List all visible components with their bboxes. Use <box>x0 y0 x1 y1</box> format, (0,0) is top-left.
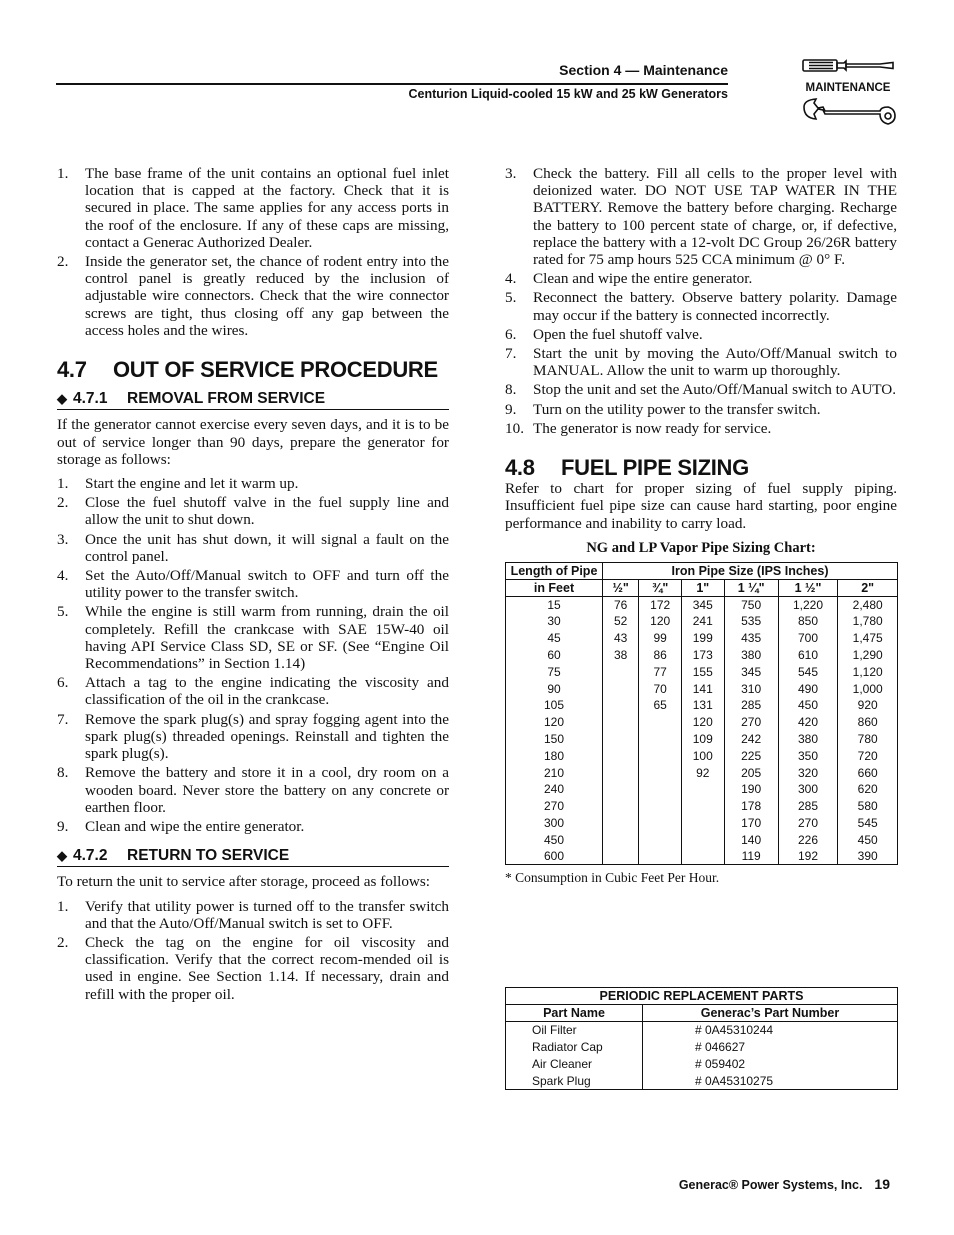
diamond-bullet-icon: ◆ <box>57 391 67 407</box>
pipe-sizing-table <box>505 562 898 865</box>
table-row <box>506 831 898 848</box>
intro-list <box>57 165 449 339</box>
capacity-cell: 2,480 <box>838 596 898 613</box>
table-row <box>506 680 898 697</box>
subsection-heading-4-7-2: ◆ 4.7.2 RETURN TO SERVICE <box>57 847 449 867</box>
capacity-cell <box>639 764 682 781</box>
capacity-cell <box>639 747 682 764</box>
removal-intro: If the generator cannot exercise every seven days, and it is to be out of service longer than 90 days, prepare the generator for storage as follows: <box>57 416 449 468</box>
capacity-cell: 52 <box>603 613 639 630</box>
maintenance-label: MAINTENANCE <box>805 82 891 94</box>
length-cell: 150 <box>506 731 603 748</box>
table-row <box>506 798 898 815</box>
table-row <box>506 848 898 865</box>
capacity-cell <box>681 831 724 848</box>
list-item: 1. Start the engine and let it warm up. <box>57 475 299 493</box>
capacity-cell: 43 <box>603 630 639 647</box>
capacity-cell: 345 <box>724 663 778 680</box>
table-row <box>506 1022 898 1039</box>
list-item: 1. The base frame of the unit contains an optional fuel inlet location that is capped at the factory. Check that it is secured in place. The same applies for any access ports in the roof of the enclosure. If any of these caps are missing, contact a Generac Authorized Dealer. <box>57 165 449 251</box>
section-heading-4-8: 4.8 FUEL PIPE SIZING <box>505 455 749 481</box>
list-item: 5. Reconnect the battery. Observe battery polarity. Damage may occur if the battery is connected incorrectly. <box>505 289 897 324</box>
capacity-cell: 380 <box>778 731 838 748</box>
capacity-cell: 545 <box>778 663 838 680</box>
capacity-cell <box>603 798 639 815</box>
company-name: Generac® Power Systems, Inc. <box>678 1178 863 1192</box>
capacity-cell <box>639 781 682 798</box>
table-row <box>506 1073 898 1090</box>
table-row <box>506 731 898 748</box>
return-list-part-2 <box>505 165 897 437</box>
capacity-cell: 580 <box>838 798 898 815</box>
size-header: ¾" <box>639 579 682 596</box>
capacity-cell: 172 <box>639 596 682 613</box>
part-name-cell: Oil Filter <box>506 1022 643 1039</box>
capacity-cell: 850 <box>778 613 838 630</box>
list-item: 2. Inside the generator set, the chance of rodent entry into the control panel is greatly reduced by the inclusion of adjustable wire connectors. Check that the wire connector screws are tight, thus closing off any gap between the access holes and the wires. <box>57 253 449 339</box>
parts-table-title: PERIODIC REPLACEMENT PARTS <box>506 988 898 1005</box>
right-column <box>505 165 897 887</box>
length-cell: 210 <box>506 764 603 781</box>
table-row <box>506 714 898 731</box>
capacity-cell: 1,290 <box>838 647 898 664</box>
capacity-cell <box>603 697 639 714</box>
section-heading-4-7: 4.7 OUT OF SERVICE PROCEDURE <box>57 357 438 383</box>
table-row <box>506 815 898 832</box>
capacity-cell: 285 <box>778 798 838 815</box>
list-item: 3. Once the unit has shut down, it will signal a fault on the control panel. <box>57 530 449 565</box>
capacity-cell <box>639 798 682 815</box>
capacity-cell: 119 <box>724 848 778 865</box>
length-cell: 15 <box>506 596 603 613</box>
capacity-cell: 1,220 <box>778 596 838 613</box>
capacity-cell: 141 <box>681 680 724 697</box>
capacity-cell: 109 <box>681 731 724 748</box>
page-number: 19 <box>874 1176 890 1192</box>
part-number-cell: # 046627 <box>643 1039 898 1056</box>
table-row <box>506 697 898 714</box>
list-item: 9. Turn on the utility power to the transfer switch. <box>505 400 821 418</box>
capacity-cell: 270 <box>778 815 838 832</box>
capacity-cell <box>603 831 639 848</box>
capacity-cell: 205 <box>724 764 778 781</box>
capacity-cell <box>681 848 724 865</box>
length-cell: 45 <box>506 630 603 647</box>
capacity-cell: 390 <box>838 848 898 865</box>
capacity-cell <box>681 815 724 832</box>
capacity-cell: 610 <box>778 647 838 664</box>
list-item: 1. Verify that utility power is turned off to the transfer switch and that the Auto/Off/Manual switch is set to OFF. <box>57 897 449 932</box>
capacity-cell: 435 <box>724 630 778 647</box>
capacity-cell <box>603 714 639 731</box>
capacity-cell: 1,475 <box>838 630 898 647</box>
capacity-cell: 199 <box>681 630 724 647</box>
capacity-cell: 450 <box>838 831 898 848</box>
capacity-cell: 77 <box>639 663 682 680</box>
capacity-cell <box>639 714 682 731</box>
capacity-cell <box>639 815 682 832</box>
capacity-cell: 226 <box>778 831 838 848</box>
table-row <box>506 747 898 764</box>
part-number-cell: # 059402 <box>643 1056 898 1073</box>
capacity-cell: 120 <box>681 714 724 731</box>
size-header: 1 ¼" <box>724 579 778 596</box>
capacity-cell <box>639 831 682 848</box>
size-header: 2" <box>838 579 898 596</box>
length-cell: 90 <box>506 680 603 697</box>
part-number-header: Generac’s Part Number <box>643 1005 898 1022</box>
length-cell: 105 <box>506 697 603 714</box>
return-list-part-1 <box>57 898 449 1003</box>
table-row <box>506 647 898 664</box>
table-row <box>506 596 898 613</box>
capacity-cell: 192 <box>778 848 838 865</box>
capacity-cell: 1,000 <box>838 680 898 697</box>
capacity-cell: 242 <box>724 731 778 748</box>
capacity-cell: 38 <box>603 647 639 664</box>
list-item: 6. Open the fuel shutoff valve. <box>505 325 703 343</box>
capacity-cell <box>681 798 724 815</box>
capacity-cell: 350 <box>778 747 838 764</box>
capacity-cell: 270 <box>724 714 778 731</box>
capacity-cell: 545 <box>838 815 898 832</box>
capacity-cell <box>603 680 639 697</box>
size-header: 1" <box>681 579 724 596</box>
capacity-cell <box>603 848 639 865</box>
capacity-cell: 76 <box>603 596 639 613</box>
length-cell: 60 <box>506 647 603 664</box>
list-item: 8. Stop the unit and set the Auto/Off/Manual switch to AUTO. <box>505 381 897 399</box>
part-name-cell: Spark Plug <box>506 1073 643 1090</box>
part-name-cell: Air Cleaner <box>506 1056 643 1073</box>
capacity-cell: 241 <box>681 613 724 630</box>
capacity-cell: 170 <box>724 815 778 832</box>
size-header: ½" <box>603 579 639 596</box>
length-cell: 450 <box>506 831 603 848</box>
capacity-cell: 65 <box>639 697 682 714</box>
capacity-cell: 720 <box>838 747 898 764</box>
capacity-cell: 535 <box>724 613 778 630</box>
wrench-icon <box>804 99 895 124</box>
capacity-cell <box>603 781 639 798</box>
capacity-cell <box>603 747 639 764</box>
document-subtitle: Centurion Liquid-cooled 15 kW and 25 kW Generators <box>408 87 728 101</box>
length-cell: 120 <box>506 714 603 731</box>
length-cell: 600 <box>506 848 603 865</box>
list-item: 9. Clean and wipe the entire generator. <box>57 817 305 835</box>
table-row <box>506 764 898 781</box>
capacity-cell: 490 <box>778 680 838 697</box>
capacity-cell: 190 <box>724 781 778 798</box>
list-item: 6. Attach a tag to the engine indicating the viscosity and classification of the oil in the crankcase. <box>57 674 449 709</box>
length-cell: 75 <box>506 663 603 680</box>
subsection-heading-4-7-1: ◆ 4.7.1 REMOVAL FROM SERVICE <box>57 390 449 410</box>
capacity-cell: 920 <box>838 697 898 714</box>
list-item: 2. Close the fuel shutoff valve in the fuel supply line and allow the unit to shut down. <box>57 494 449 529</box>
capacity-cell: 860 <box>838 714 898 731</box>
capacity-cell: 173 <box>681 647 724 664</box>
capacity-cell: 660 <box>838 764 898 781</box>
table-row <box>506 1039 898 1056</box>
capacity-cell: 1,780 <box>838 613 898 630</box>
diamond-bullet-icon: ◆ <box>57 848 67 864</box>
return-intro: To return the unit to service after storage, proceed as follows: <box>57 873 431 891</box>
capacity-cell: 380 <box>724 647 778 664</box>
length-cell: 30 <box>506 613 603 630</box>
size-header: 1 ½" <box>778 579 838 596</box>
list-item: 7. Start the unit by moving the Auto/Off/Manual switch to MANUAL. Allow the unit to warm up thoroughly. <box>505 345 897 380</box>
list-item: 10. The generator is now ready for service. <box>505 419 772 437</box>
capacity-cell <box>603 815 639 832</box>
length-cell: 300 <box>506 815 603 832</box>
capacity-cell: 140 <box>724 831 778 848</box>
iron-pipe-header: Iron Pipe Size (IPS Inches) <box>603 563 898 580</box>
list-item: 5. While the engine is still warm from running, drain the oil completely. Refill the crankcase with SAE 15W-40 oil having API Service Class SD, SE or SF. (See “Engine Oil Recommendations” in Section 1.14) <box>57 603 449 673</box>
capacity-cell: 345 <box>681 596 724 613</box>
capacity-cell <box>603 764 639 781</box>
pipe-chart-title: NG and LP Vapor Pipe Sizing Chart: <box>586 539 816 556</box>
capacity-cell <box>639 848 682 865</box>
length-cell: 240 <box>506 781 603 798</box>
capacity-cell: 1,120 <box>838 663 898 680</box>
part-number-cell: # 0A45310244 <box>643 1022 898 1039</box>
capacity-cell: 86 <box>639 647 682 664</box>
capacity-cell: 780 <box>838 731 898 748</box>
capacity-cell: 310 <box>724 680 778 697</box>
length-cell: 180 <box>506 747 603 764</box>
table-row <box>506 781 898 798</box>
capacity-cell: 131 <box>681 697 724 714</box>
part-name-cell: Radiator Cap <box>506 1039 643 1056</box>
removal-list <box>57 475 449 835</box>
capacity-cell: 99 <box>639 630 682 647</box>
capacity-cell <box>603 663 639 680</box>
part-number-cell: # 0A45310275 <box>643 1073 898 1090</box>
capacity-cell: 155 <box>681 663 724 680</box>
table-row <box>506 630 898 647</box>
capacity-cell: 300 <box>778 781 838 798</box>
table-row <box>506 663 898 680</box>
chart-footnote: * Consumption in Cubic Feet Per Hour. <box>505 870 720 886</box>
capacity-cell: 620 <box>838 781 898 798</box>
fuel-pipe-intro: Refer to chart for proper sizing of fuel supply piping. Insufficient fuel pipe size can cause hard starting, poor engine performance and inability to carry load. <box>505 480 897 532</box>
page-footer <box>560 1176 890 1192</box>
capacity-cell <box>639 731 682 748</box>
replacement-parts-table <box>505 987 898 1090</box>
capacity-cell: 420 <box>778 714 838 731</box>
capacity-cell: 120 <box>639 613 682 630</box>
capacity-cell: 70 <box>639 680 682 697</box>
list-item: 7. Remove the spark plug(s) and spray fogging agent into the spark plug(s) threaded openings. Reinstall and tighten the spark plug(s). <box>57 710 449 763</box>
part-name-header: Part Name <box>506 1005 643 1022</box>
capacity-cell <box>681 781 724 798</box>
table-row <box>506 1056 898 1073</box>
list-item: 4. Clean and wipe the entire generator. <box>505 270 753 288</box>
capacity-cell: 450 <box>778 697 838 714</box>
length-header: Length of Pipe <box>506 563 603 580</box>
capacity-cell: 92 <box>681 764 724 781</box>
capacity-cell: 750 <box>724 596 778 613</box>
header-rule <box>56 83 728 85</box>
left-column <box>57 165 449 1005</box>
capacity-cell: 700 <box>778 630 838 647</box>
capacity-cell: 225 <box>724 747 778 764</box>
capacity-cell: 320 <box>778 764 838 781</box>
list-item: 3. Check the battery. Fill all cells to the proper level with deionized water. DO NOT USE TAP WATER IN THE BATTERY. Remove the battery before charging. Recharge the battery to 100 percent state of charge, or, if defective, replace the battery with a 12-volt DC Group 26/26R battery rated for 75 amp hours 525 CCA minimum @ 0° F. <box>505 165 897 269</box>
length-cell: 270 <box>506 798 603 815</box>
screwdriver-icon <box>803 60 893 71</box>
capacity-cell: 285 <box>724 697 778 714</box>
section-title: Section 4 — Maintenance <box>559 62 728 78</box>
list-item: 8. Remove the battery and store it in a cool, dry room on a wooden board. Never store the battery on any concrete or earthen floor. <box>57 764 449 816</box>
capacity-cell <box>603 731 639 748</box>
length-header-units: in Feet <box>506 579 603 596</box>
list-item: 2. Check the tag on the engine for oil viscosity and classification. Verify that the correct recom-mended oil is used in engine. See Section 1.14. If necessary, drain and refill with the proper oil. <box>57 933 449 1003</box>
list-item: 4. Set the Auto/Off/Manual switch to OFF and turn off the utility power to the transfer switch. <box>57 567 449 602</box>
capacity-cell: 178 <box>724 798 778 815</box>
table-row <box>506 613 898 630</box>
capacity-cell: 100 <box>681 747 724 764</box>
